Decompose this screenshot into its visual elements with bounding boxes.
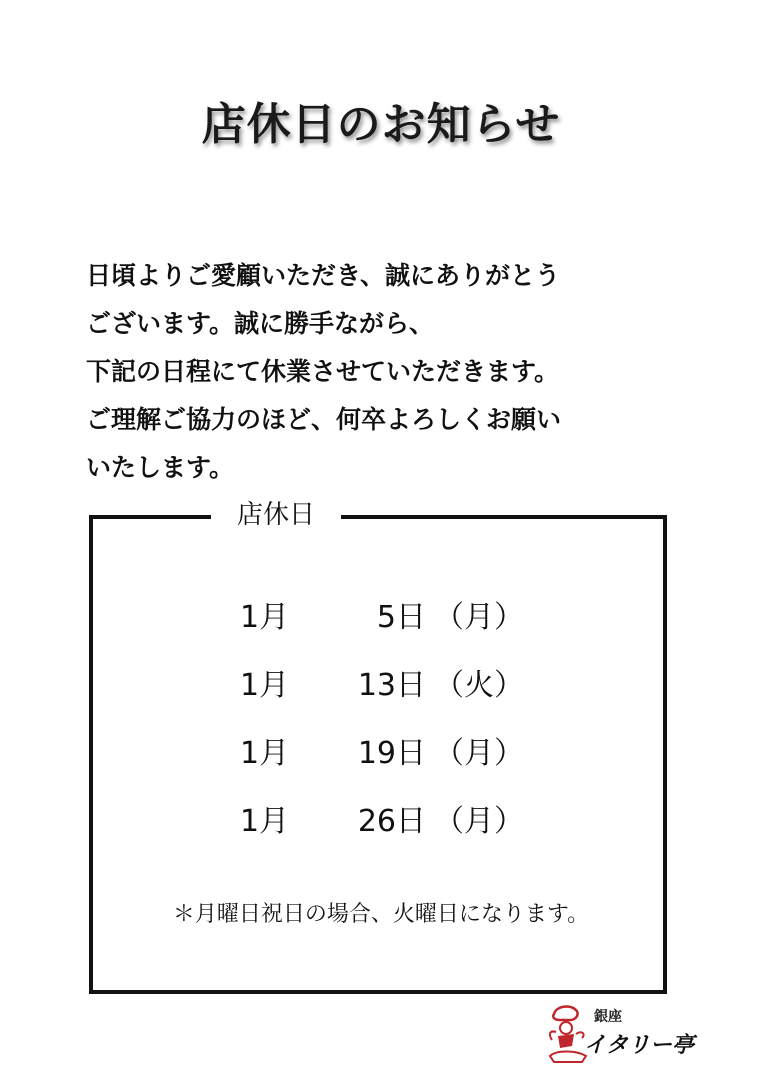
date-weekday: （月） — [434, 600, 524, 635]
notice-message — [86, 252, 686, 492]
closed-date-row — [240, 648, 560, 716]
page-title: 店休日のお知らせ — [201, 99, 561, 150]
holiday-note: ＊月曜日祝日の場合、火曜日になります。 — [172, 902, 590, 927]
date-weekday: （月） — [434, 736, 524, 771]
closed-date-row — [240, 716, 560, 784]
closed-date-row — [240, 580, 560, 648]
date-weekday: （火） — [434, 668, 524, 703]
message-line: ございます。誠に勝手ながら、 — [86, 309, 435, 338]
date-month: 1月 — [240, 600, 290, 635]
date-day: 5日 — [376, 600, 426, 635]
closed-dates-list — [240, 580, 560, 852]
closed-date-row — [240, 784, 560, 852]
date-month: 1月 — [240, 668, 290, 703]
logo-name-text: イタリー亭 — [584, 1033, 695, 1058]
closed-days-label: 店休日 — [211, 489, 341, 541]
restaurant-logo — [546, 1004, 695, 1064]
message-line: 下記の日程にて休業させていただきます。 — [86, 357, 560, 386]
date-weekday: （月） — [434, 804, 524, 839]
date-month: 1月 — [240, 736, 290, 771]
date-month: 1月 — [240, 804, 290, 839]
message-line: 日頃よりご愛顧いただき、誠にありがとう — [86, 261, 561, 290]
logo-location-text: 銀座 — [594, 1009, 622, 1025]
date-day: 26日 — [357, 804, 426, 839]
message-line: いたします。 — [86, 453, 235, 482]
date-day: 19日 — [357, 736, 426, 771]
date-day: 13日 — [357, 668, 426, 703]
message-line: ご理解ご協力のほど、何卒よろしくお願い — [86, 405, 562, 434]
